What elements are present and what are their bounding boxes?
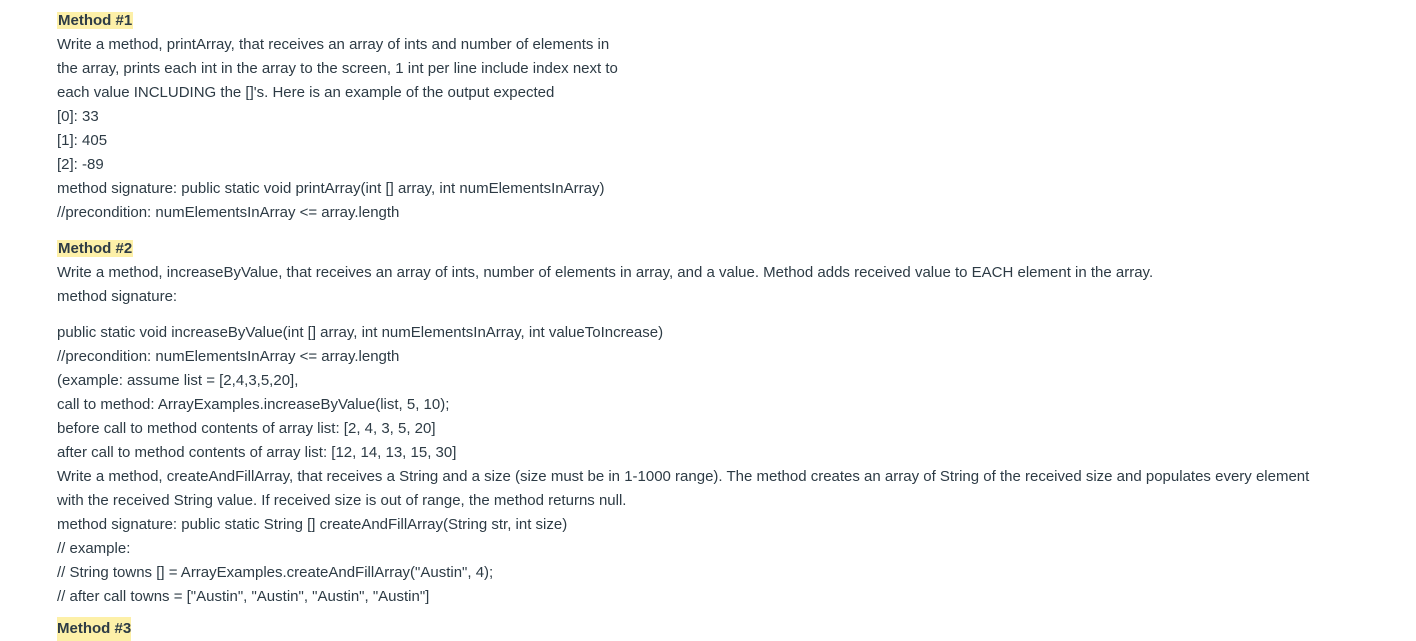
next-heading-partial-text: Method #3 — [57, 617, 131, 641]
create-and-fill-signature: method signature: public static String [] createAndFillArray(String str, int size) — [57, 516, 568, 533]
create-and-fill-description: with the received String value. If received size is out of range, the method returns null. — [57, 492, 627, 509]
create-and-fill-comment: // String towns [] = ArrayExamples.createAndFillArray("Austin", 4); — [57, 564, 494, 581]
method2-intro-line: method signature: — [57, 288, 178, 305]
create-and-fill-description: Write a method, createAndFillArray, that receives a String and a size (size must be in 1-1000 range). The method creates an array of String of the received size and populates every element — [57, 468, 1310, 485]
method1-line: Write a method, printArray, that receives an array of ints and number of elements in — [57, 36, 610, 53]
section-gap — [57, 225, 1397, 237]
paragraph-gap — [57, 309, 1397, 321]
method2-heading — [57, 237, 1397, 261]
method1-heading-text: Method #1 — [58, 12, 133, 29]
method1-line: each value INCLUDING the []'s. Here is an example of the output expected — [57, 84, 555, 101]
method2-intro-line: Write a method, increaseByValue, that receives an array of ints, number of elements in array, and a value. Method adds received value to EACH element in the array. — [57, 264, 1154, 281]
method1-example-line: [2]: -89 — [57, 156, 104, 173]
method2-example-line: call to method: ArrayExamples.increaseByValue(list, 5, 10); — [57, 396, 450, 413]
method2-example-line: after call to method contents of array list: [12, 14, 13, 15, 30] — [57, 444, 457, 461]
method2-precondition: //precondition: numElementsInArray <= array.length — [57, 348, 400, 365]
create-and-fill-comment: // example: — [57, 540, 131, 557]
method1-heading — [57, 9, 1397, 33]
method2-example-line: (example: assume list = [2,4,3,5,20], — [57, 372, 299, 389]
method1-precondition: //precondition: numElementsInArray <= array.length — [57, 204, 400, 221]
document-body — [57, 9, 1397, 609]
method2-heading-text: Method #2 — [58, 240, 133, 257]
method1-signature: method signature: public static void printArray(int [] array, int numElementsInArray) — [57, 180, 605, 197]
method1-example-line: [0]: 33 — [57, 108, 99, 125]
method1-example-line: [1]: 405 — [57, 132, 108, 149]
method2-example-line: before call to method contents of array list: [2, 4, 3, 5, 20] — [57, 420, 436, 437]
create-and-fill-comment: // after call towns = ["Austin", "Austin", "Austin", "Austin"] — [57, 588, 430, 605]
next-heading-partial — [57, 620, 135, 637]
method1-line: the array, prints each int in the array to the screen, 1 int per line include index next to — [57, 60, 618, 77]
method2-signature: public static void increaseByValue(int [] array, int numElementsInArray, int valueToIncrease) — [57, 324, 664, 341]
